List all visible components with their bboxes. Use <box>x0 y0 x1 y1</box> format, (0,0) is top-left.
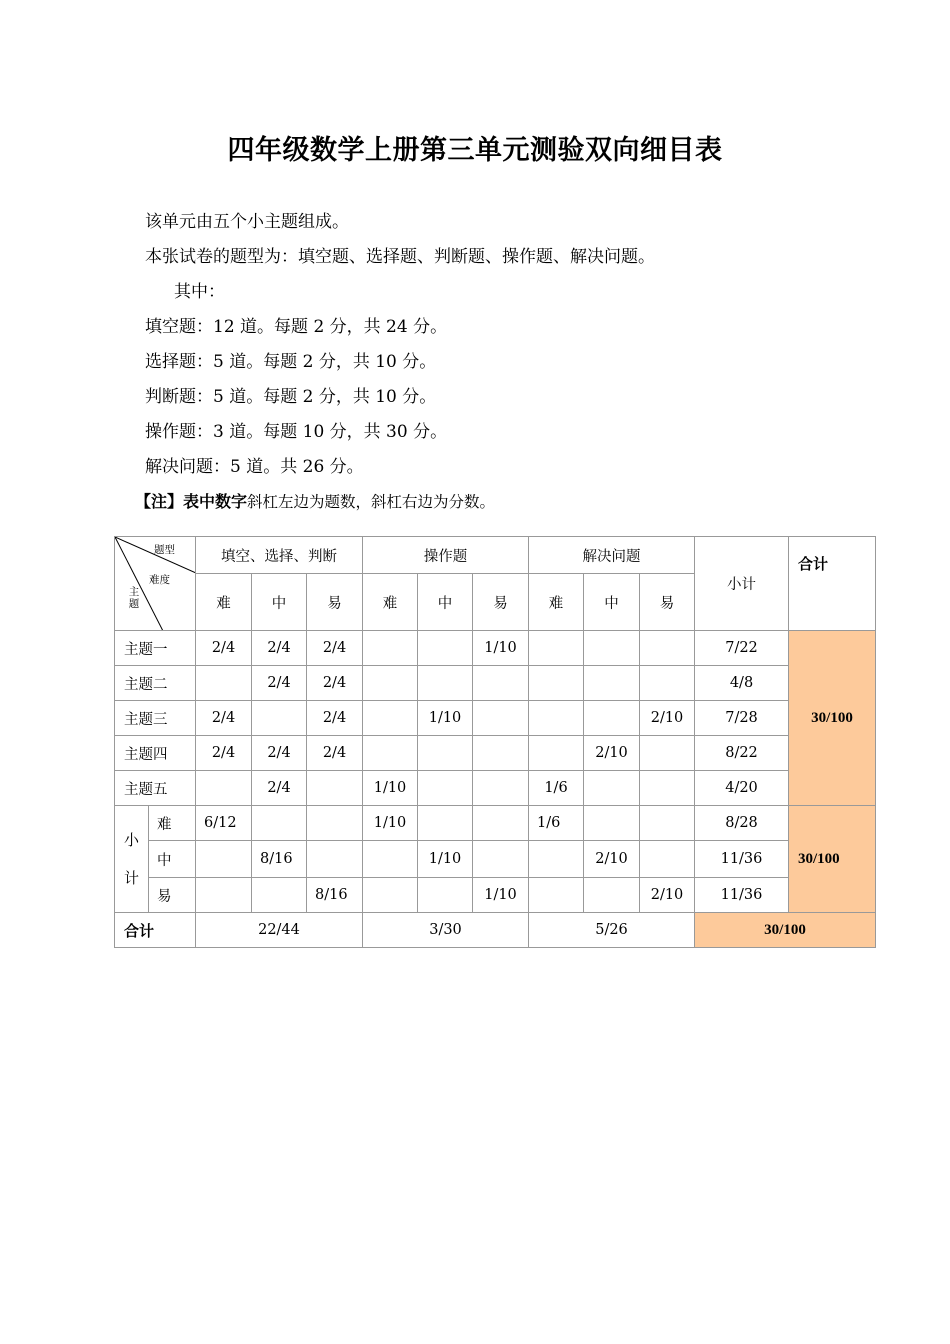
table-cell <box>640 806 695 841</box>
table-cell <box>473 666 529 701</box>
level-header: 易 <box>473 574 529 631</box>
table-cell: 1/10 <box>363 771 418 806</box>
table-cell: 1/10 <box>363 806 418 841</box>
table-row <box>115 631 876 666</box>
page-title: 四年级数学上册第三单元测验双向细目表 <box>227 135 723 166</box>
intro-line: 选择题：5 道。每题 2 分，共 10 分。 <box>145 352 437 372</box>
subtotal-label-char: 计 <box>123 869 139 887</box>
table-row <box>115 913 876 948</box>
intro-line: 判断题：5 道。每题 2 分，共 10 分。 <box>145 387 437 407</box>
group-header: 操作题 <box>363 537 529 574</box>
table-cell: 8/16 <box>307 878 363 913</box>
corner-cell <box>115 537 196 631</box>
table-cell <box>363 631 418 666</box>
level-header: 中 <box>584 574 640 631</box>
table-cell: 2/4 <box>252 666 307 701</box>
table-cell: 2/4 <box>196 631 252 666</box>
table-row <box>115 806 876 841</box>
level-header: 难 <box>196 574 252 631</box>
level-header: 易 <box>640 574 695 631</box>
intro-line: 填空题：12 道。每题 2 分，共 24 分。 <box>145 317 448 337</box>
table-cell <box>252 806 307 841</box>
table-cell: 1/6 <box>529 806 584 841</box>
table-row <box>115 878 876 913</box>
table-cell: 2/4 <box>252 631 307 666</box>
intro-line: 该单元由五个小主题组成。 <box>145 212 349 232</box>
table-cell: 1/6 <box>529 771 584 806</box>
table-cell <box>418 736 473 771</box>
table-cell <box>529 666 584 701</box>
table-cell <box>640 841 695 878</box>
table-cell <box>196 771 252 806</box>
level-header: 难 <box>363 574 418 631</box>
group-total: 3/30 <box>363 913 529 948</box>
topic-name: 主题五 <box>115 771 196 806</box>
table-cell: 6/12 <box>196 806 252 841</box>
subtotal-label <box>115 806 149 913</box>
table-cell: 2/4 <box>307 666 363 701</box>
total-header: 合计 <box>789 537 876 631</box>
table-cell <box>584 771 640 806</box>
footer-label: 合计 <box>115 913 196 948</box>
table-cell: 2/4 <box>252 771 307 806</box>
table-cell <box>584 631 640 666</box>
topic-name: 主题一 <box>115 631 196 666</box>
table-cell <box>196 878 252 913</box>
table-cell <box>640 771 695 806</box>
table-cell <box>584 666 640 701</box>
table-cell: 1/10 <box>418 841 473 878</box>
row-subtotal: 7/22 <box>695 631 789 666</box>
table-cell <box>418 666 473 701</box>
note-text: 斜杠左边为题数，斜杠右边为分数。 <box>247 493 496 511</box>
table-cell: 2/10 <box>584 736 640 771</box>
row-subtotal: 4/8 <box>695 666 789 701</box>
intro-line: 其中： <box>174 282 225 302</box>
difficulty-level: 难 <box>149 806 196 841</box>
topic-name: 主题三 <box>115 701 196 736</box>
spec-table <box>114 536 876 948</box>
table-cell: 2/4 <box>196 736 252 771</box>
table-cell <box>640 736 695 771</box>
table-row <box>115 736 876 771</box>
row-subtotal: 11/36 <box>695 878 789 913</box>
table-cell <box>473 806 529 841</box>
table-cell: 1/10 <box>418 701 473 736</box>
group-header: 解决问题 <box>529 537 695 574</box>
group-total: 22/44 <box>196 913 363 948</box>
table-cell <box>529 841 584 878</box>
difficulty-total: 30/100 <box>789 806 876 913</box>
table-cell <box>473 841 529 878</box>
table-cell <box>529 701 584 736</box>
topic-name: 主题二 <box>115 666 196 701</box>
level-header: 中 <box>252 574 307 631</box>
intro-line: 操作题：3 道。每题 10 分，共 30 分。 <box>145 422 448 442</box>
topics-total: 30/100 <box>789 631 876 806</box>
table-row <box>115 771 876 806</box>
intro-line: 解决问题：5 道。共 26 分。 <box>145 457 364 477</box>
table-cell: 2/4 <box>307 736 363 771</box>
table-cell: 8/16 <box>252 841 307 878</box>
table-cell <box>307 841 363 878</box>
difficulty-level: 易 <box>149 878 196 913</box>
subtotal-header: 小计 <box>695 537 789 631</box>
table-cell <box>473 736 529 771</box>
row-subtotal: 7/28 <box>695 701 789 736</box>
table-cell <box>363 736 418 771</box>
table-cell: 2/4 <box>196 701 252 736</box>
table-cell: 1/10 <box>473 631 529 666</box>
table-cell <box>473 771 529 806</box>
table-note <box>135 489 495 512</box>
table-cell <box>584 806 640 841</box>
table-cell <box>529 878 584 913</box>
intro-text <box>145 205 655 485</box>
group-header: 填空、选择、判断 <box>196 537 363 574</box>
table-row <box>115 666 876 701</box>
table-cell: 2/10 <box>640 701 695 736</box>
group-total: 5/26 <box>529 913 695 948</box>
table-cell <box>584 701 640 736</box>
table-cell: 1/10 <box>473 878 529 913</box>
corner-label-topic: 主题 <box>128 586 140 610</box>
table-cell <box>473 701 529 736</box>
table-cell: 2/4 <box>307 631 363 666</box>
table-cell <box>418 631 473 666</box>
corner-label-difficulty: 难度 <box>149 574 170 586</box>
table-cell <box>418 771 473 806</box>
table-cell <box>363 701 418 736</box>
subtotal-label-char: 小 <box>123 831 139 849</box>
level-header: 难 <box>529 574 584 631</box>
table-cell <box>252 878 307 913</box>
table-cell: 2/4 <box>252 736 307 771</box>
level-header: 易 <box>307 574 363 631</box>
table-cell <box>196 666 252 701</box>
table-cell <box>418 806 473 841</box>
row-subtotal: 4/20 <box>695 771 789 806</box>
topic-name: 主题四 <box>115 736 196 771</box>
table-cell <box>584 878 640 913</box>
table-cell <box>307 771 363 806</box>
table-cell <box>529 631 584 666</box>
table-cell <box>640 666 695 701</box>
table-cell <box>196 841 252 878</box>
corner-label-type: 题型 <box>154 544 175 556</box>
table-cell <box>363 841 418 878</box>
row-subtotal: 8/28 <box>695 806 789 841</box>
row-subtotal: 11/36 <box>695 841 789 878</box>
row-subtotal: 8/22 <box>695 736 789 771</box>
intro-line: 本张试卷的题型为：填空题、选择题、判断题、操作题、解决问题。 <box>145 247 655 267</box>
difficulty-level: 中 <box>149 841 196 878</box>
table-cell <box>640 631 695 666</box>
table-cell: 2/4 <box>307 701 363 736</box>
table-cell <box>363 878 418 913</box>
table-cell: 2/10 <box>640 878 695 913</box>
table-cell: 2/10 <box>584 841 640 878</box>
table-cell <box>307 806 363 841</box>
grand-total: 30/100 <box>695 913 876 948</box>
table-cell <box>529 736 584 771</box>
note-bold: 【注】表中数字 <box>135 492 248 511</box>
table-row <box>115 701 876 736</box>
table-cell <box>418 878 473 913</box>
table-cell <box>252 701 307 736</box>
table-row <box>115 841 876 878</box>
level-header: 中 <box>418 574 473 631</box>
table-cell <box>363 666 418 701</box>
